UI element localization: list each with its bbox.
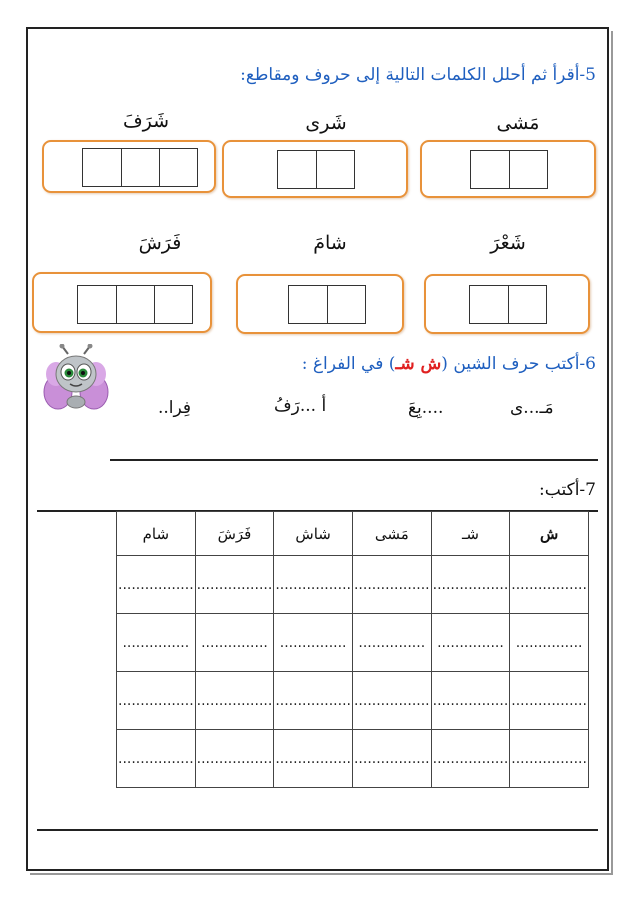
header-cell: شام: [117, 512, 196, 556]
table-row: [117, 614, 589, 672]
q6-title-prefix: 6-أكتب حرف الشين (: [441, 354, 596, 374]
write-cell[interactable]: .................: [274, 672, 353, 730]
header-cell: ش: [510, 512, 589, 556]
cell[interactable]: [278, 151, 316, 188]
q6-blank-2[interactable]: ....بِعَ: [408, 398, 444, 418]
write-cell[interactable]: .................: [352, 672, 431, 730]
q6-title-suffix: ) في الفراغ :: [301, 354, 396, 374]
write-cell[interactable]: .................: [352, 556, 431, 614]
syllable-cells-4[interactable]: [469, 285, 547, 324]
syllable-cells-3[interactable]: [82, 148, 198, 187]
q5-title: 5-أقرأ ثم أحلل الكلمات التالية إلى حروف ومقاطع:: [240, 65, 596, 85]
write-cell[interactable]: .................: [510, 730, 589, 788]
q6-shin-letters: ش شـ: [395, 354, 442, 374]
q7-title: 7-أكتب:: [539, 480, 596, 500]
syllable-cells-5[interactable]: [288, 285, 366, 324]
cell[interactable]: [327, 286, 365, 323]
q5-word-6: فَرَشَ: [138, 232, 182, 254]
cell[interactable]: [508, 286, 546, 323]
table-row: [117, 730, 589, 788]
syllable-cells-1[interactable]: [470, 150, 548, 189]
cell[interactable]: [116, 286, 154, 323]
q5-word-4: شَعْرَ: [490, 232, 526, 254]
write-cell[interactable]: .................: [274, 730, 353, 788]
cell[interactable]: [509, 151, 547, 188]
write-cell[interactable]: .................: [352, 730, 431, 788]
q6-blank-1[interactable]: مَـ...ى: [510, 398, 554, 418]
write-cell[interactable]: .................: [431, 672, 510, 730]
write-cell[interactable]: .................: [195, 730, 274, 788]
q5-word-3: شَرَفَ: [122, 110, 170, 132]
write-cell[interactable]: ...............: [274, 614, 353, 672]
write-cell[interactable]: ...............: [117, 614, 196, 672]
write-cell[interactable]: ...............: [352, 614, 431, 672]
write-cell[interactable]: .................: [510, 556, 589, 614]
header-cell: شاش: [274, 512, 353, 556]
cell[interactable]: [121, 149, 159, 186]
syllable-cells-6[interactable]: [77, 285, 193, 324]
write-cell[interactable]: .................: [195, 556, 274, 614]
q5-word-5: شامَ: [313, 232, 347, 254]
q6-blank-3[interactable]: أ ...رَفُ: [274, 396, 327, 416]
cell[interactable]: [78, 286, 116, 323]
write-cell[interactable]: .................: [195, 672, 274, 730]
cell[interactable]: [316, 151, 354, 188]
writing-table: [116, 511, 589, 788]
cell[interactable]: [470, 286, 508, 323]
write-cell[interactable]: .................: [117, 672, 196, 730]
write-cell[interactable]: ...............: [510, 614, 589, 672]
write-cell[interactable]: .................: [431, 556, 510, 614]
cell[interactable]: [159, 149, 197, 186]
q5-word-1: مَشى: [496, 112, 540, 134]
table-row: [117, 556, 589, 614]
write-cell[interactable]: .................: [510, 672, 589, 730]
bottom-line: [37, 829, 598, 831]
q6-title: [302, 354, 596, 374]
header-cell: شـ: [431, 512, 510, 556]
write-cell[interactable]: .................: [117, 730, 196, 788]
table-header-row: [117, 512, 589, 556]
write-cell[interactable]: .................: [117, 556, 196, 614]
butterfly-mascot-icon: [40, 344, 112, 414]
header-cell: مَشى: [352, 512, 431, 556]
write-cell[interactable]: .................: [431, 730, 510, 788]
write-cell[interactable]: .................: [274, 556, 353, 614]
cell[interactable]: [289, 286, 327, 323]
cell[interactable]: [471, 151, 509, 188]
q6-blank-4[interactable]: فِرا..: [158, 398, 192, 418]
q5-word-2: شَرى: [305, 112, 347, 134]
table-row: [117, 672, 589, 730]
q6-answer-line: [110, 459, 598, 461]
write-cell[interactable]: ...............: [431, 614, 510, 672]
syllable-cells-2[interactable]: [277, 150, 355, 189]
header-cell: فَرَشَ: [195, 512, 274, 556]
write-cell[interactable]: ...............: [195, 614, 274, 672]
cell[interactable]: [154, 286, 192, 323]
cell[interactable]: [83, 149, 121, 186]
